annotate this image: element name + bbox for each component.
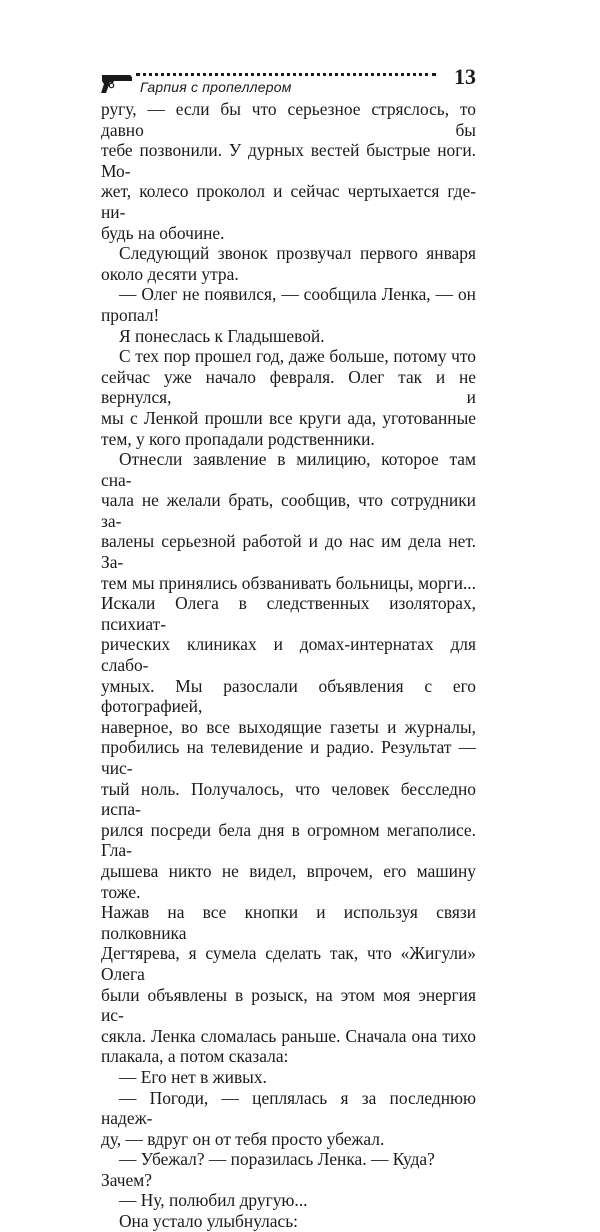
text-line: — Погоди, — цеплялась я за последнюю надеж- (101, 1087, 476, 1129)
text-line: умных. Мы разослали объявления с его фотографией, (101, 675, 476, 717)
text-line: Отнесли заявление в милицию, которое там сна- (101, 449, 476, 490)
text-line: плакала, а потом сказала: (101, 1046, 289, 1067)
text-line: рился посреди бела дня в огромном мегаполисе. Гла- (101, 819, 476, 861)
text-line: рических клиниках и домах-интернатах для слабо- (101, 634, 476, 676)
text-line: ругу, — если бы что серьезное стряслось, то давно бы (101, 99, 476, 140)
text-line: Искали Олега в следственных изоляторах, психиат- (101, 593, 476, 634)
text-line: сейчас уже начало февраля. Олег так и не вернулся, и (101, 366, 476, 408)
text-line: — Его нет в живых. (119, 1066, 267, 1087)
text-line: Дегтярева, я сумела сделать так, что «Жигули» Олега (101, 943, 476, 984)
text-line: — Убежал? — поразилась Ленка. — Куда? Зачем? (101, 1149, 435, 1190)
text-line: тем, у кого пропадали родственники. (101, 428, 375, 449)
text-line: ду, — вдруг он от тебя просто убежал. (101, 1128, 385, 1149)
header-dotted-rule (136, 73, 436, 76)
text-line: — Олег не появился, — сообщила Ленка, — он (119, 284, 476, 305)
paragraph (101, 449, 476, 1067)
text-line: мы с Ленкой прошли все круги ада, уготованные (101, 407, 476, 428)
text-line: пропал! (101, 304, 160, 325)
text-line: валены серьезной работой и до нас им дела нет. За- (101, 531, 476, 573)
pistol-icon (100, 72, 134, 94)
text-line: С тех пор прошел год, даже больше, потому что (119, 346, 476, 367)
text-line: Следующий звонок прозвучал первого января (119, 243, 476, 264)
paragraph (101, 346, 476, 449)
text-line: около десяти утра. (101, 263, 239, 284)
page-number: 13 (454, 64, 476, 89)
paragraph (101, 243, 476, 284)
page-header (100, 66, 476, 100)
text-line: будь на обочине. (101, 222, 225, 243)
text-line: тый ноль. Получалось, что человек бесследно испа- (101, 778, 476, 820)
running-title: Гарпия с пропеллером (140, 79, 292, 95)
text-line: дышева никто не видел, впрочем, его машину тоже. (101, 860, 476, 902)
text-line: сякла. Ленка сломалась раньше. Сначала она тихо (101, 1025, 476, 1046)
paragraph (101, 1067, 476, 1088)
paragraph (101, 326, 476, 347)
text-line: Я понеслась к Гладышевой. (119, 325, 325, 346)
text-line: наверное, во все выходящие газеты и журналы, (101, 716, 476, 737)
paragraph (101, 1211, 476, 1232)
text-line: были объявлены в розыск, на этом моя энергия ис- (101, 984, 476, 1026)
text-line: тебе позвонили. У дурных вестей быстрые ноги. Мо- (101, 140, 476, 181)
text-line: жет, колесо проколол и сейчас чертыхается где-ни- (101, 181, 476, 222)
text-line: тем мы принялись обзванивать больницы, морги... (101, 572, 476, 593)
text-line: пробились на телевидение и радио. Результат — чис- (101, 737, 476, 778)
text-line: чала не желали брать, сообщив, что сотрудники за- (101, 490, 476, 531)
paragraph (101, 1088, 476, 1150)
paragraph (101, 99, 476, 243)
text-line: Нажав на все кнопки и используя связи полковника (101, 902, 476, 943)
text-line: Она устало улыбнулась: (119, 1211, 299, 1232)
body-text (101, 99, 476, 1232)
paragraph (101, 284, 476, 325)
paragraph (101, 1190, 476, 1211)
paragraph (101, 1149, 476, 1190)
text-line: — Ну, полюбил другую... (119, 1190, 308, 1211)
